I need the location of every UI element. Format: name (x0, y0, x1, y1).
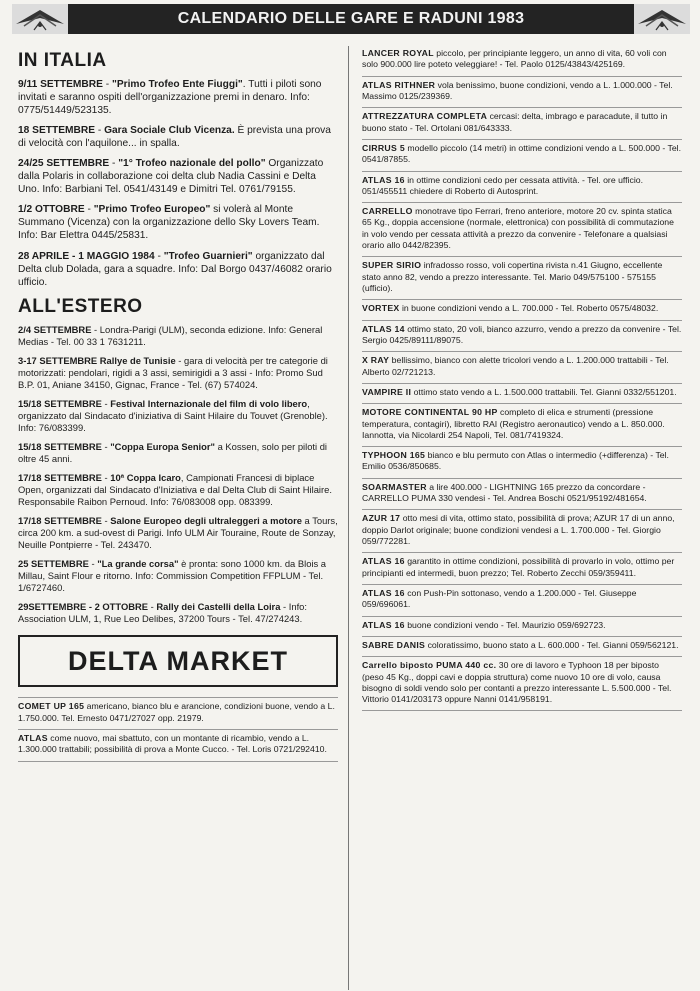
market-ad-text: come nuovo, mai sbattuto, con un montante di ricambio, vendo a L. 1.300.000 trattabili; possibilità di prova a Monte Cucco. - Tel. Loris 0721/292410. (18, 732, 327, 755)
market-ad (362, 77, 682, 109)
market-ad (362, 617, 682, 637)
event-separator: - (154, 250, 164, 262)
event-date: 28 APRILE - 1 MAGGIO 1984 (18, 250, 155, 262)
section-title-italia: IN ITALIA (18, 50, 107, 71)
market-ad-name: ATLAS 16 (362, 587, 405, 598)
event-details: Londra-Parigi (ULM), seconda edizione. Info: General Medias - Tel. 00 33 1 7631211. (18, 323, 323, 347)
event-details: a Kossen, solo per piloti di oltre 45 anni. (18, 440, 328, 464)
market-ad-text: garantito in ottime condizioni, possibilità di provarlo in volo, ottimo per principianti ed intermedi, buon prezzo; Tel. Roberto Zecchi 059/359411. (362, 556, 675, 578)
market-ad-name: ATLAS 16 (362, 619, 405, 630)
event-entry (18, 355, 338, 391)
event-date: 15/18 SETTEMBRE (18, 397, 102, 409)
market-ad-name: ATLAS (18, 732, 48, 743)
delta-market-title: DELTA MARKET (68, 645, 288, 676)
market-ad (362, 172, 682, 204)
market-ad (362, 404, 682, 447)
event-date: 17/18 SETTEMBRE (18, 471, 102, 483)
market-ad-text: bianco e blu permuto con Atlas o intermedio (+differenza) - Tel. Emilio 0536/850685. (362, 450, 669, 472)
market-ad-text: coloratissimo, buono stato a L. 600.000 - Tel. Gianni 059/562121. (425, 639, 679, 650)
market-ad-name: AZUR 17 (362, 513, 401, 524)
market-ad-name: SOARMASTER (362, 481, 427, 492)
event-name: "1° Trofeo nazionale del pollo" (118, 158, 266, 170)
event-entry (18, 601, 338, 625)
market-ad-name: X RAY (362, 355, 390, 366)
market-ad (362, 321, 682, 353)
market-ad-name: Carrello biposto PUMA 440 cc. (362, 660, 497, 671)
event-date: 15/18 SETTEMBRE (18, 440, 102, 452)
market-ad-text: completo di elica e strumenti (pressione temperatura, contagiri), libretto RAI (Registro aeronautico) vendo a L. 850.000. Iannotta, via Nicolardi 254 Napoli, Tel. 081/7419324. (362, 407, 665, 440)
event-details: Organizzato dalla Polaris in collaborazione coi delta club Nadia Cassini e Delta Uno. Info: Barbiani Tel. 0541/43149 e Dimitri Tel. 0761/79155. (18, 158, 324, 196)
event-separator: - (102, 79, 112, 90)
event-name: "Coppa Europa Senior" (110, 440, 215, 452)
event-separator: - (148, 601, 157, 613)
event-date: 1/2 OTTOBRE (18, 204, 85, 216)
market-ad-text: americano, bianco blu e arancione, condizioni buone, vendo a L. 1.750.000. Tel. Ernesto 0471/27027 opp. 21979. (18, 701, 335, 723)
event-separator: - (101, 440, 111, 452)
event-name: Rally dei Castelli della Loira (156, 601, 281, 613)
market-ad (18, 697, 338, 730)
event-date: 24/25 SETTEMBRE (18, 158, 110, 170)
market-ad-text: bellissimo, bianco con alette tricolori vendo a L. 1.200.000 trattabili - Tel. Alberto 02/721213. (362, 355, 669, 377)
market-ad (362, 45, 682, 77)
market-ad-name: ATLAS 16 (362, 174, 405, 185)
event-entry (18, 157, 338, 196)
market-ad-text: in ottime condizioni cedo per cessata attività. - Tel. ore ufficio. 051/455511 chiedere di Roberto di Autosprint. (362, 174, 644, 196)
event-date: 29SETTEMBRE - 2 OTTOBRE (18, 601, 149, 613)
market-ad-text: modello piccolo (14 metri) in ottime condizioni vendo a L. 500.000 - Tel. 0541/87855. (362, 142, 682, 165)
market-ad-name: MOTORE CONTINENTAL 90 HP (362, 407, 498, 418)
right-column (362, 45, 682, 711)
event-date: 2/4 SETTEMBRE (18, 323, 92, 335)
market-ad-text: otto mesi di vita, ottimo stato, possibilità di prova; AZUR 17 di un anno, doppio Darlot originale; buone condizioni vendesi a L. 1.700.000 - Tel. Giorgio 059/772281. (362, 513, 675, 546)
market-ad-text: buone condizioni vendo - Tel. Maurizio 059/692723. (404, 619, 606, 630)
event-separator: - (84, 204, 94, 216)
italia-event-list (18, 78, 338, 289)
event-details: È prevista una prova di velocità con l'aquilone... in spalla. (18, 125, 331, 150)
event-separator: - (88, 558, 98, 570)
logo-left (12, 4, 68, 34)
market-list-left (18, 697, 338, 761)
event-separator: - (95, 125, 105, 137)
market-ad-name: LANCER ROYAL (362, 48, 434, 58)
market-ad-name: ATTREZZATURA COMPLETA (362, 111, 488, 122)
event-name: Festival Internazionale del film di volo libero (110, 397, 308, 409)
market-ad-name: CARRELLO (362, 206, 413, 217)
event-details: a Tours, circa 200 km. a sud-ovest di Parigi. Info ULM Air Touraine, Route de Sonzay, Neuille Pontpierre - Tel. 243470. (18, 515, 338, 551)
event-separator: - (175, 354, 185, 366)
event-separator: - (101, 515, 111, 527)
event-details: si volerà al Monte Summano (Vicenza) con la organizzazione dello Sky Lovers Team. Info: Bar Elettra 0445/25831. (18, 204, 320, 242)
market-ad (362, 203, 682, 257)
event-entry (18, 441, 338, 465)
event-entry (18, 250, 338, 289)
event-name: Gara Sociale Club Vicenza. (104, 125, 235, 137)
event-date: 9/11 SETTEMBRE (18, 79, 103, 90)
event-date: 3-17 SETTEMBRE Rallye de Tunisie (18, 354, 176, 366)
event-name: "Primo Trofeo Europeo" (93, 204, 211, 216)
event-name: "Primo Trofeo Ente Fiuggi" (111, 79, 243, 90)
event-name: "Trofeo Guarnieri" (163, 250, 253, 262)
market-ad-name: CIRRUS 5 (362, 142, 405, 153)
logo-right (634, 4, 690, 34)
market-ad-text: in buone condizioni vendo a L. 700.000 - Tel. Roberto 0575/48032. (399, 303, 659, 314)
event-entry (18, 78, 338, 117)
market-ad (362, 108, 682, 140)
market-ad (362, 300, 682, 320)
market-ad-text: ottimo stato vendo a L. 1.500.000 trattabili. Tel. Gianni 0332/551201. (411, 386, 677, 397)
market-ad (18, 730, 338, 762)
event-separator: - (101, 397, 111, 409)
market-ad (362, 553, 682, 585)
left-column (18, 50, 338, 762)
market-ad-text: ottimo stato, 20 voli, bianco azzurro, vendo a prezzo da convenire - Tel. Sergio 0425/89111/89075. (362, 323, 682, 345)
event-name: Salone Europeo degli ultraleggeri a motore (110, 515, 302, 527)
market-ad (362, 657, 682, 711)
market-ad (362, 479, 682, 511)
market-ad-name: VORTEX (362, 303, 400, 314)
market-ad-name: COMET UP 165 (18, 701, 85, 712)
delta-market-banner (18, 635, 338, 687)
market-ad (362, 257, 682, 300)
market-ad-text: vola benissimo, buone condizioni, vendo a L. 1.000.000 - Tel. Massimo 0125/239369. (362, 79, 673, 101)
market-ad (362, 447, 682, 479)
market-ad (362, 384, 682, 404)
column-divider (348, 46, 349, 990)
event-details: . Tutti i piloti sono invitati e saranno ospiti dell'organizzazione premi in denaro. Info: 0775/51449/523135. (18, 79, 322, 117)
hang-glider-emblem-icon (14, 6, 66, 32)
event-entry (18, 398, 338, 434)
event-details: organizzato dal Delta club Dolada, gara a squadre. Info: Dal Borgo 0437/46082 orario ufficio. (18, 250, 332, 288)
event-date: 18 SETTEMBRE (18, 125, 95, 137)
event-entry (18, 124, 338, 150)
event-entry (18, 324, 338, 348)
market-ad (362, 585, 682, 617)
market-ad-text: monotrave tipo Ferrari, freno anteriore, motore 20 cv. spinta statica 65 Kg., doppia accensione (normale, elettronica) con possibilità di commutazione in volo vendo per cessata attività a prezzo da convenire - Telefonare a qualsiasi orario allo 0442/82395. (362, 206, 674, 251)
page-title: CALENDARIO DELLE GARE E RADUNI 1983 (177, 10, 525, 27)
event-details: - Info: Association ULM, 1, Rue Leo Delibes, 37200 Tours - Tel. 47/274243. (18, 601, 307, 625)
market-ad (362, 637, 682, 657)
market-ad-name: SUPER SIRIO (362, 260, 422, 271)
estero-event-list (18, 324, 338, 626)
event-entry (18, 203, 338, 242)
section-title-estero: ALL'ESTERO (18, 295, 143, 317)
market-ad-name: ATLAS 14 (362, 323, 405, 334)
event-entry (18, 558, 338, 594)
market-ad-text: piccolo, per principiante leggero, un anno di vita, 60 voli con solo 900.000 lire poteto veleggiare! - Tel. Paolo 0125/43843/425169. (362, 48, 667, 70)
event-details: gara di velocità per tre categorie di motorizzati: pendolari, rigidi a 3 assi, semirigidi a 3 assi - Info: Promo Sud B.P. 01, Aniane 34150, Gignac, France - Tel. (67) 574024. (18, 354, 328, 390)
market-ad-text: con Push-Pin sottonaso, vendo a 1.200.000 - Tel. Giuseppe 059/696061. (362, 587, 637, 610)
market-ad (362, 140, 682, 172)
market-ad-name: ATLAS RITHNER (362, 79, 436, 90)
event-separator: - (101, 471, 111, 483)
market-ad-name: VAMPIRE II (362, 386, 412, 397)
market-ad-name: ATLAS 16 (362, 556, 405, 567)
hang-glider-emblem-icon (636, 6, 688, 32)
market-ad (362, 510, 682, 553)
market-ad-text: infradosso rosso, voli copertina rivista n.41 Giugno, eccellente stato anno 82, vendo a prezzo interessante. Tel. Mario 049/575100 - 575155 (ufficio). (362, 260, 663, 293)
market-list-right (362, 45, 682, 711)
event-details: è pronta: sono 1000 km. da Blois a Millau, Saint Flour e ritorno. Info: Commission Competition FFPLUM - Tel. 1/6727460. (18, 558, 327, 594)
event-name: 10ª Coppa Icaro (110, 471, 181, 483)
market-ad-name: SABRE DANIS (362, 639, 426, 650)
event-entry (18, 472, 338, 508)
event-entry (18, 515, 338, 551)
page-header (12, 4, 690, 34)
market-ad-text: a lire 400.000 - LIGHTNING 165 prezzo da concordare - CARRELLO PUMA 330 vendesi - Tel. Andrea Boschi 0521/95192/481654. (362, 481, 647, 504)
market-ad (362, 352, 682, 384)
market-ad-text: 30 ore di lavoro e Typhoon 18 per biposto (peso 45 Kg., doppi cavi e doppia struttura) come nuovo 10 ore di volo, causa bisogno di soldi vendo solo per contanti a prezzo interessante L. 5.500.000 - Tel. Vittorio 0141/203173 oppure Nanni 0141/958191. (362, 660, 672, 705)
event-date: 17/18 SETTEMBRE (18, 515, 102, 527)
event-details: , Campionati Francesi di biplace Open, organizzati dal Sindacato d'Iniziativa e dal Delta Club di Saint Hilaire. Responsabile Raibon Pernoud. Info: 76/083008 opp. 083399. (18, 471, 332, 508)
event-separator: - (109, 158, 119, 170)
market-ad-text: cercasi: delta, imbrago e paracadute, il tutto in buono stato - Tel. Ortolani 081/643333. (362, 111, 668, 133)
market-ad-name: TYPHOON 165 (362, 450, 426, 461)
event-separator: - (91, 323, 100, 335)
event-details: , organizzato dal Sindacato d'iniziativa di Saint Hilaire du Touvet (Grenoble). Info: 76/083399. (18, 397, 328, 433)
event-date: 25 SETTEMBRE (18, 558, 89, 570)
event-name: "La grande corsa" (97, 558, 179, 570)
